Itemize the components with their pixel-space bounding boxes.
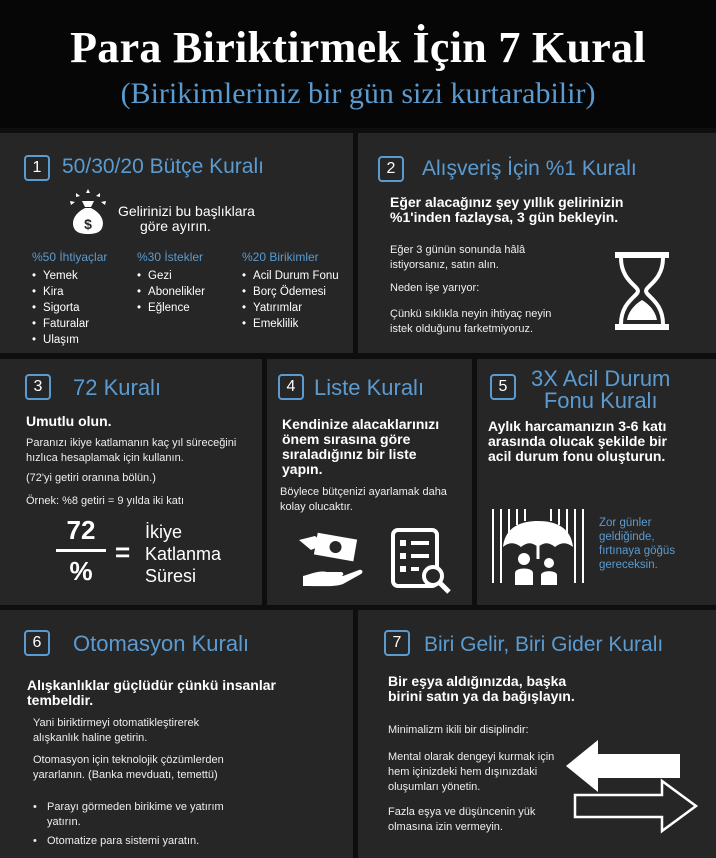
rule-3-result: İkiye Katlanma Süresi [145, 522, 222, 586]
list-item: • Borç Ödemesi [242, 284, 339, 300]
page-subtitle: (Birikimleriniz bir gün sizi kurtarabilir) [120, 77, 596, 110]
rule-3-bold: Umutlu olun. [26, 413, 112, 429]
list-item: • Eğlence [137, 300, 205, 316]
page-title: Para Biriktirmek İçin 7 Kural [70, 23, 646, 72]
rule-6-panel [0, 610, 353, 858]
hourglass-icon [613, 250, 671, 332]
rule-2-text-1: Eğer 3 günün sonunda hâlâ istiyorsanız, satın alın. [390, 244, 526, 271]
arrow-right-icon [572, 778, 700, 834]
rule-3-text-2: (72'yi getiri oranına bölün.) [26, 472, 156, 484]
rule-2-text-2: Neden işe yarıyor: [390, 282, 480, 294]
list-item: • Yatırımlar [242, 300, 339, 316]
header [0, 0, 716, 128]
rule-2-text-3: Çünkü sıklıkla neyin ihtiyaç neyin istek olduğunu farketmiyoruz. [390, 308, 552, 335]
rule-3-panel [0, 359, 262, 605]
rule-7-bold: Bir eşya aldığınızda, başka birini satın ya da bağışlayın. [388, 673, 575, 704]
rule-6-bullet-1: • Parayı görmeden birikime ve yatırım yatırın. [33, 801, 224, 828]
rule-7-panel [358, 610, 716, 858]
rule-1-title: 50/30/20 Bütçe Kuralı [62, 155, 264, 178]
rule-3-text-3: Örnek: %8 getiri = 9 yılda iki katı [26, 495, 185, 507]
rule-3-text-1: Paranızı ikiye katlamanın kaç yıl süreceğini hızlıca hesaplamak için kullanın. [26, 437, 237, 464]
rule-6-title: Otomasyon Kuralı [73, 631, 250, 656]
rule-4-bold: Kendinize alacaklarınızı önem sırasına göre sıraladığınız bir liste yapın. [282, 416, 440, 477]
list-item: • Abonelikler [137, 284, 205, 300]
rule-4-text: Böylece bütçenizi ayarlamak daha kolay olucaktır. [280, 486, 447, 513]
rule-5-number: 5 [490, 374, 516, 400]
umbrella-rain-icon [489, 507, 587, 587]
rule-1-panel [0, 133, 353, 353]
rule-4-panel [267, 359, 472, 605]
rule-1-col-needs: %50 İhtiyaçlar • Yemek • Kira • Sigorta • Faturalar • Ulaşım [32, 250, 107, 348]
rule-6-bullet-2: • Otomatize para sistemi yaratın. [33, 835, 200, 847]
list-item: • Sigorta [32, 300, 107, 316]
rule-2-bold: Eğer alacağınız şey yıllık gelirinizin %1'inden fazlaysa, 3 gün bekleyin. [390, 194, 624, 225]
rule-5-note: Zor günler geldiğinde, fırtınaya göğüs gereceksin. [599, 517, 676, 571]
list-item: • Kira [32, 284, 107, 300]
rule-5-bold: Aylık harcamanızın 3-6 katı arasında olucak şekilde bir acil durum fonu oluşturun. [488, 418, 667, 464]
rule-2-panel [358, 133, 716, 353]
list-item: • Faturalar [32, 316, 107, 332]
checklist-search-icon [389, 526, 455, 596]
rule-2-number: 2 [378, 156, 404, 182]
list-item: • Gezi [137, 268, 205, 284]
rule-1-col-savings: %20 Birikimler • Acil Durum Fonu • Borç Ödemesi • Yatırımlar • Emeklilik [242, 250, 339, 332]
rule-4-number: 4 [278, 374, 304, 400]
rule-4-title: Liste Kuralı [314, 375, 425, 400]
rule-1-col-wants: %30 İstekler • Gezi • Abonelikler • Eğlence [137, 250, 205, 316]
rule-7-text-1: Minimalizm ikili bir disiplindir: [388, 724, 529, 736]
rule-2-title: Alışveriş İçin %1 Kuralı [422, 157, 637, 180]
svg-text:$: $ [84, 216, 92, 232]
money-bag-icon [66, 187, 110, 235]
rule-7-text-3: Fazla eşya ve düşüncenin yük olmasına izin vermeyin. [388, 806, 536, 833]
rule-6-bold: Alışkanlıklar güçlüdür çünkü insanlar tembeldir. [27, 677, 276, 708]
list-item: • Emeklilik [242, 316, 339, 332]
rule-6-text-1: Yani biriktirmeyi otomatikleştirerek alışkanlık haline getirin. [33, 717, 200, 744]
rule-3-number: 3 [25, 374, 51, 400]
rule-1-intro: Gelirinizi bu başlıklara göre ayırın. [118, 203, 255, 234]
list-item: • Ulaşım [32, 332, 107, 348]
rule-5-title: 3X Acil Durum Fonu Kuralı [531, 366, 671, 413]
rule-7-title: Biri Gelir, Biri Gider Kuralı [424, 633, 664, 656]
rule-5-panel [477, 359, 716, 605]
hand-money-icon [297, 526, 363, 592]
rule-1-number: 1 [24, 155, 50, 181]
list-item: • Yemek [32, 268, 107, 284]
rule-3-title: 72 Kuralı [73, 375, 162, 400]
rule-3-fraction: 72 % [56, 515, 106, 587]
rule-7-number: 7 [384, 630, 410, 656]
rule-3-equals: = [115, 537, 131, 567]
rule-6-text-2: Otomasyon için teknolojik çözümlerden yararlanın. (Banka mevduatı, temettü) [33, 754, 224, 781]
rule-6-number: 6 [24, 630, 50, 656]
rule-7-text-2: Mental olarak dengeyi kurmak için hem içinizdeki hem dışınızdaki oluşumları yönetin. [388, 751, 555, 793]
list-item: • Acil Durum Fonu [242, 268, 339, 284]
